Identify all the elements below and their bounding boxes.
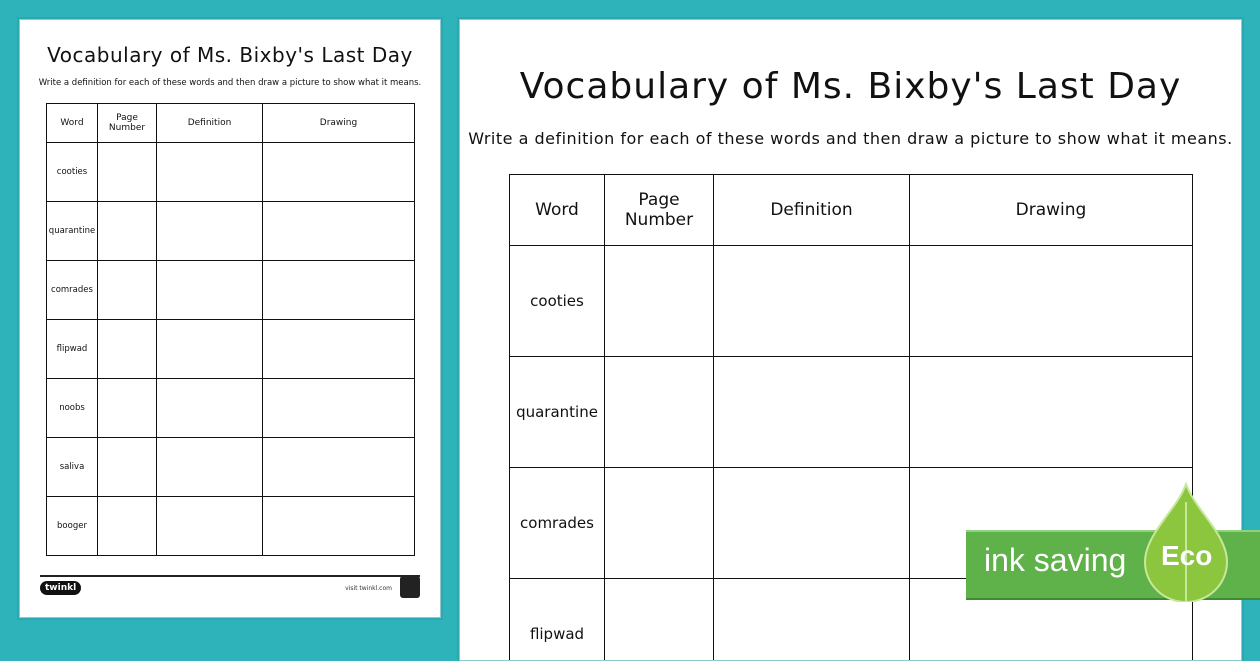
twinkl-logo: twinkl [40, 581, 81, 595]
visit-link: visit twinkl.com [345, 585, 392, 592]
page-cell [605, 468, 714, 579]
col-page-number-header: Page Number [605, 175, 714, 246]
word-cell: cooties [47, 143, 98, 202]
page-cell [98, 261, 157, 320]
page-cell [98, 143, 157, 202]
definition-cell [714, 579, 910, 661]
word-cell: comrades [47, 261, 98, 320]
definition-cell [714, 357, 910, 468]
table-row [47, 497, 415, 556]
word-cell: comrades [510, 468, 605, 579]
word-cell: flipwad [510, 579, 605, 661]
ink-saving-label: ink saving [984, 542, 1126, 579]
definition-cell [714, 468, 910, 579]
table-row [47, 438, 415, 497]
definition-cell [157, 143, 263, 202]
table-row [47, 143, 415, 202]
word-cell: saliva [47, 438, 98, 497]
table-row [47, 379, 415, 438]
worksheet-thumbnail [19, 19, 441, 618]
page-cell [98, 497, 157, 556]
definition-cell [157, 379, 263, 438]
definition-cell [157, 202, 263, 261]
word-cell: booger [47, 497, 98, 556]
definition-cell [157, 438, 263, 497]
definition-cell [157, 261, 263, 320]
col-drawing-header: Drawing [910, 175, 1193, 246]
drawing-cell [263, 202, 415, 261]
page-cell [98, 379, 157, 438]
drawing-cell [910, 357, 1193, 468]
word-cell: quarantine [510, 357, 605, 468]
page-cell [98, 438, 157, 497]
eco-badge-label: Eco [1161, 540, 1212, 572]
col-definition-header: Definition [714, 175, 910, 246]
col-page-number-header: Page Number [98, 104, 157, 143]
table-row [47, 320, 415, 379]
vocab-table [46, 103, 415, 556]
word-cell: cooties [510, 246, 605, 357]
table-row [510, 357, 1193, 468]
table-header [510, 175, 1193, 246]
instructions: Write a definition for each of these words and then draw a picture to show what it means. [20, 78, 440, 88]
page-title: Vocabulary of Ms. Bixby's Last Day [20, 43, 440, 67]
quality-badge-icon [400, 576, 420, 598]
table-row [510, 246, 1193, 357]
word-cell: quarantine [47, 202, 98, 261]
drawing-cell [910, 246, 1193, 357]
col-word-header: Word [47, 104, 98, 143]
page-title: Vocabulary of Ms. Bixby's Last Day [460, 66, 1241, 107]
drawing-cell [263, 143, 415, 202]
word-cell: flipwad [47, 320, 98, 379]
word-cell: noobs [47, 379, 98, 438]
page-cell [605, 246, 714, 357]
definition-cell [157, 320, 263, 379]
table-header [47, 104, 415, 143]
table-row [47, 261, 415, 320]
definition-cell [157, 497, 263, 556]
page-cell [605, 357, 714, 468]
page-cell [98, 320, 157, 379]
page-cell [98, 202, 157, 261]
drawing-cell [263, 379, 415, 438]
col-definition-header: Definition [157, 104, 263, 143]
drawing-cell [263, 261, 415, 320]
col-drawing-header: Drawing [263, 104, 415, 143]
drawing-cell [263, 497, 415, 556]
table-row [47, 202, 415, 261]
col-word-header: Word [510, 175, 605, 246]
drawing-cell [263, 320, 415, 379]
page-cell [605, 579, 714, 661]
footer-divider [40, 575, 420, 577]
definition-cell [714, 246, 910, 357]
instructions: Write a definition for each of these words and then draw a picture to show what it means. [460, 129, 1241, 148]
drawing-cell [263, 438, 415, 497]
